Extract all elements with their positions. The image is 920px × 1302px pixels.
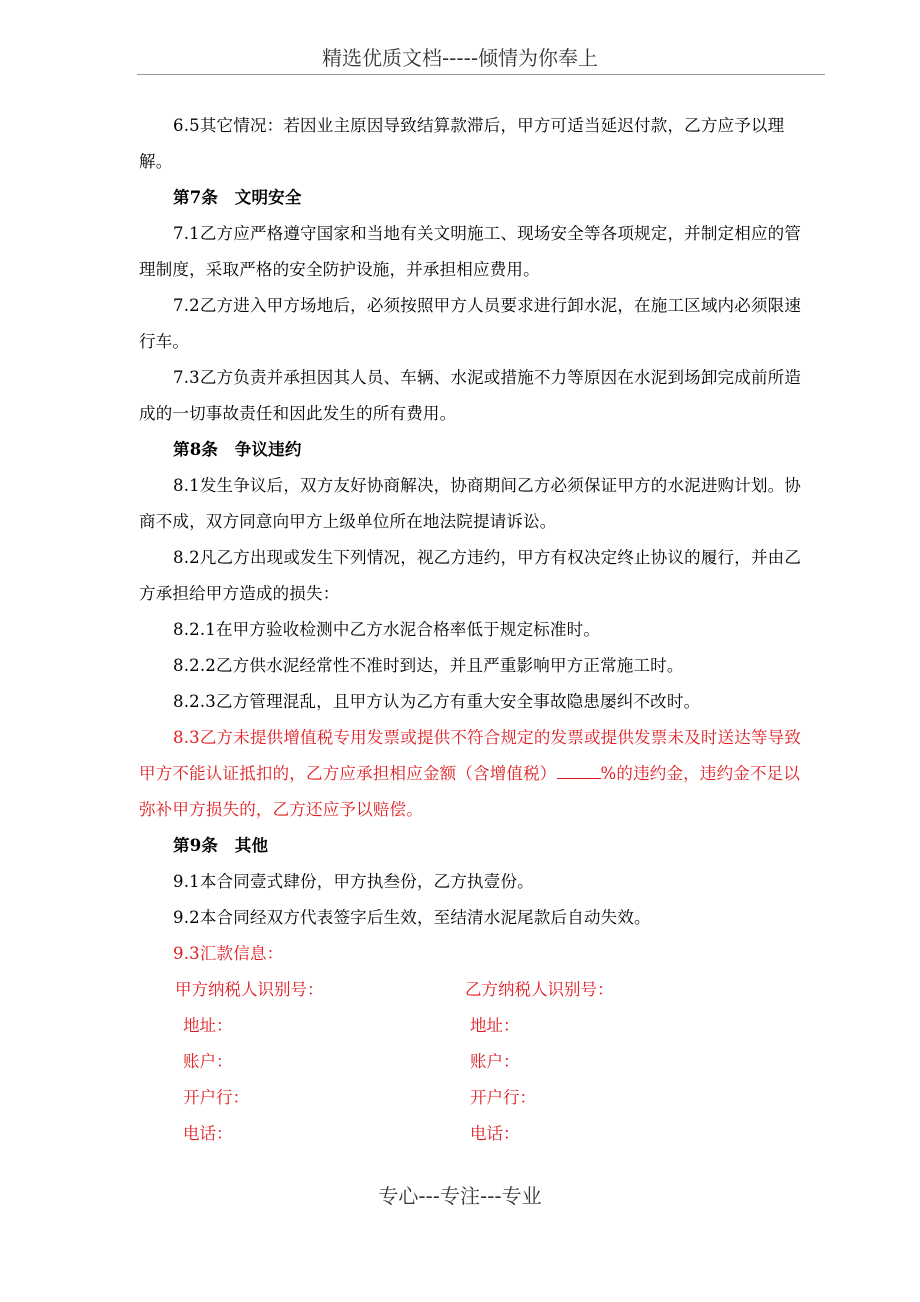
clause-7-2: 7.2乙方进入甲方场地后，必须按照甲方人员要求进行卸水泥，在施工区域内必须限速行车。: [139, 296, 802, 351]
payment-info: [139, 972, 803, 1152]
clause-8-3-part-a: 8.3乙方未提供增值税专用发票或提供不符合规定的发票或提供发票未及时送达等导致甲方不能认证抵扣的，乙方应承担相应金额（含增值税）: [139, 728, 802, 783]
heading-article-9: 第9条 其他: [173, 836, 269, 855]
clause-9-2: 9.2本合同经双方代表签字后生效，至结清水泥尾款后自动失效。: [173, 908, 651, 927]
party-a-bank: 开户行：: [183, 1088, 249, 1107]
party-b-tax-id: 乙方纳税人识别号：: [465, 980, 614, 999]
heading-article-8: 第8条 争议违约: [173, 440, 302, 459]
clause-6-5: 6.5其它情况：若因业主原因导致结算款滞后，甲方可适当延迟付款，乙方应予以理解。: [139, 116, 785, 171]
party-a-phone: 电话：: [183, 1124, 233, 1143]
party-b-bank: 开户行：: [470, 1088, 536, 1107]
document-body: [139, 108, 803, 1152]
party-b-address: 地址：: [470, 1016, 520, 1035]
clause-7-3: 7.3乙方负责并承担因其人员、车辆、水泥或措施不力等原因在水泥到场卸完成前所造成的一切事故责任和因此发生的所有费用。: [139, 368, 802, 423]
clause-8-2-1: 8.2.1在甲方验收检测中乙方水泥合格率低于规定标准时。: [173, 620, 601, 639]
page-footer: 专心---专注---专业: [378, 1184, 542, 1208]
clause-9-3: 9.3汇款信息：: [173, 944, 284, 963]
clause-9-1: 9.1本合同壹式肆份，甲方执叁份，乙方执壹份。: [173, 872, 534, 891]
clause-8-2-3: 8.2.3乙方管理混乱，且甲方认为乙方有重大安全事故隐患屡纠不改时。: [173, 692, 701, 711]
header-divider: [137, 74, 825, 75]
heading-article-7: 第7条 文明安全: [173, 188, 302, 207]
clause-8-3-part-b: %的违约金，违约金不足以弥补甲方损失的，乙方还应予以赔偿。: [139, 764, 801, 819]
party-a-account: 账户：: [183, 1052, 233, 1071]
party-b-phone: 电话：: [470, 1124, 520, 1143]
party-b-account: 账户：: [470, 1052, 520, 1071]
clause-8-3: [139, 720, 803, 828]
clause-8-2: 8.2凡乙方出现或发生下列情况，视乙方违约，甲方有权决定终止协议的履行，并由乙方承担给甲方造成的损失：: [139, 548, 802, 603]
clause-8-1: 8.1发生争议后，双方友好协商解决，协商期间乙方必须保证甲方的水泥进购计划。协商不成，双方同意向甲方上级单位所在地法院提请诉讼。: [139, 476, 802, 531]
penalty-rate-blank: [557, 764, 601, 779]
clause-8-2-2: 8.2.2乙方供水泥经常性不准时到达，并且严重影响甲方正常施工时。: [173, 656, 684, 675]
party-a-address: 地址：: [183, 1016, 233, 1035]
page-header: 精选优质文档-----倾情为你奉上: [321, 46, 599, 70]
party-a-tax-id: 甲方纳税人识别号：: [175, 980, 324, 999]
clause-7-1: 7.1乙方应严格遵守国家和当地有关文明施工、现场安全等各项规定，并制定相应的管理制度，采取严格的安全防护设施，并承担相应费用。: [139, 224, 802, 279]
